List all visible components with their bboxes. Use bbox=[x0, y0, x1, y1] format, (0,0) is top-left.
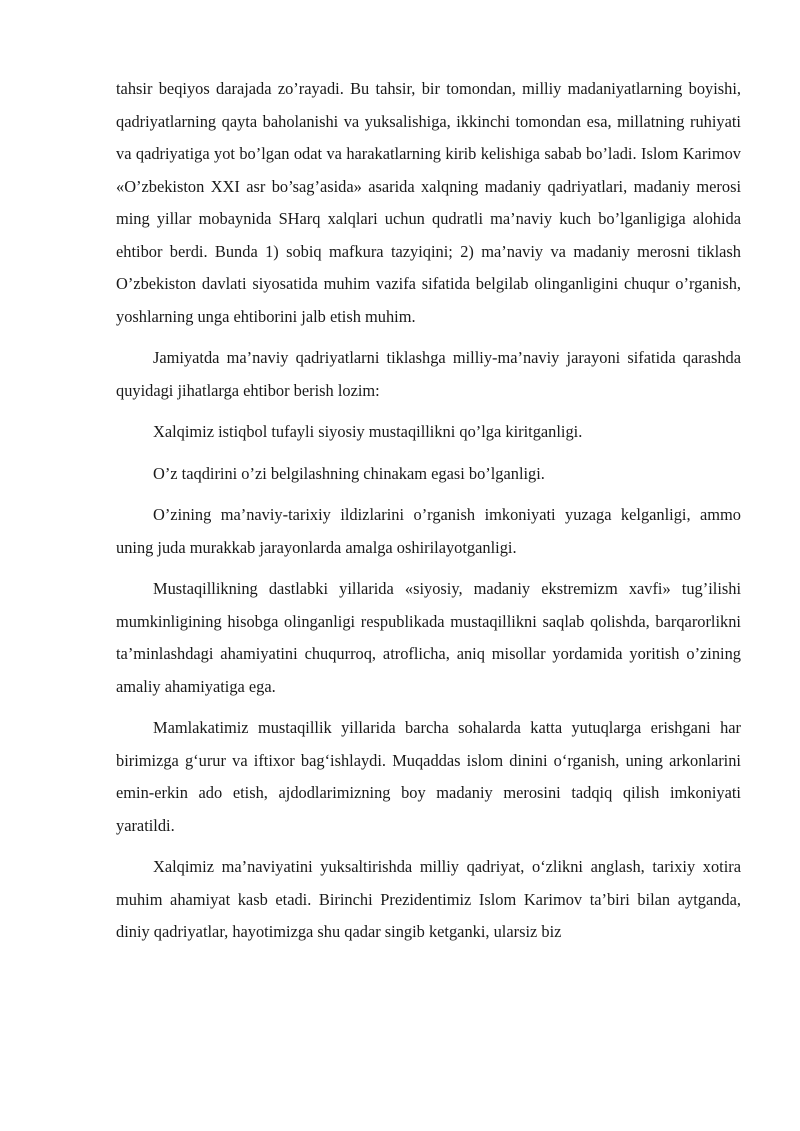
paragraph-continuation: tahsir beqiyos darajada zo’rayadi. Bu tahsir, bir tomondan, milliy madaniyatlarning boyishi, qadriyatlarning qayta baholanishi va yuksalishiga, ikkinchi tomondan esa, millatning ruhiyati va qadriyatiga yot bo’lgan odat va harakatlarning kirib kelishiga sabab bo’ladi. Islom Karimov «O’zbekiston XXI asr bo’sag’asida» asarida xalqning madaniy qadriyatlari, madaniy merosi ming yillar mobaynida SHarq xalqlari uchun qudratli ma’naviy kuch bo’lganligiga alohida ehtibor berdi. Bunda 1) sobiq mafkura tazyiqini; 2) ma’naviy va madaniy merosni tiklash O’zbekiston davlati siyosatida muhim vazifa sifatida belgilab olinganligini chuqur o’rganish, yoshlarning unga ehtiborini jalb etish muhim. bbox=[116, 79, 741, 326]
paragraph-aspect-historical-roots: O’zining ma’naviy-tarixiy ildizlarini o’rganish imkoniyati yuzaga kelganligi, ammo uning juda murakkab jarayonlarda amalga oshirilayotganligi. bbox=[116, 505, 741, 557]
document-page bbox=[116, 73, 741, 958]
paragraph-achievements: Mamlakatimiz mustaqillik yillarida barcha sohalarda katta yutuqlarga erishgani har birimizga g‘urur va iftixor bag‘ishlaydi. Muqaddas islom dinini o‘rganish, uning arkonlarini emin-erkin ado etish, ajdodlarimizning boy madaniy merosini tadqiq qilish imkoniyati yaratildi. bbox=[116, 718, 741, 835]
paragraph-spirituality: Xalqimiz ma’naviyatini yuksaltirishda milliy qadriyat, o‘zlikni anglash, tarixiy xotira muhim ahamiyat kasb etadi. Birinchi Prezidentimiz Islom Karimov ta’biri bilan aytganda, diniy qadriyatlar, hayotimizga shu qadar singib ketganki, ularsiz biz bbox=[116, 857, 741, 941]
paragraph-extremism-threat: Mustaqillikning dastlabki yillarida «siyosiy, madaniy ekstremizm xavfi» tug’ilishi mumkinligining hisobga olinganligi respublikada mustaqillikni saqlab qolishda, barqarorlikni ta’minlashdagi ahamiyatini chuqurroq, atroflicha, aniq misollar yordamida yoritish o’zining amaliy ahamiyatiga ega. bbox=[116, 579, 741, 696]
paragraph-aspect-independence: Xalqimiz istiqbol tufayli siyosiy mustaqillikni qo’lga kiritganligi. bbox=[153, 422, 583, 441]
paragraph-intro-aspects: Jamiyatda ma’naviy qadriyatlarni tiklashga milliy-ma’naviy jarayoni sifatida qarashda quyidagi jihatlarga ehtibor berish lozim: bbox=[116, 348, 741, 400]
paragraph-aspect-self-determination: O’z taqdirini o’zi belgilashning chinakam egasi bo’lganligi. bbox=[153, 463, 545, 483]
